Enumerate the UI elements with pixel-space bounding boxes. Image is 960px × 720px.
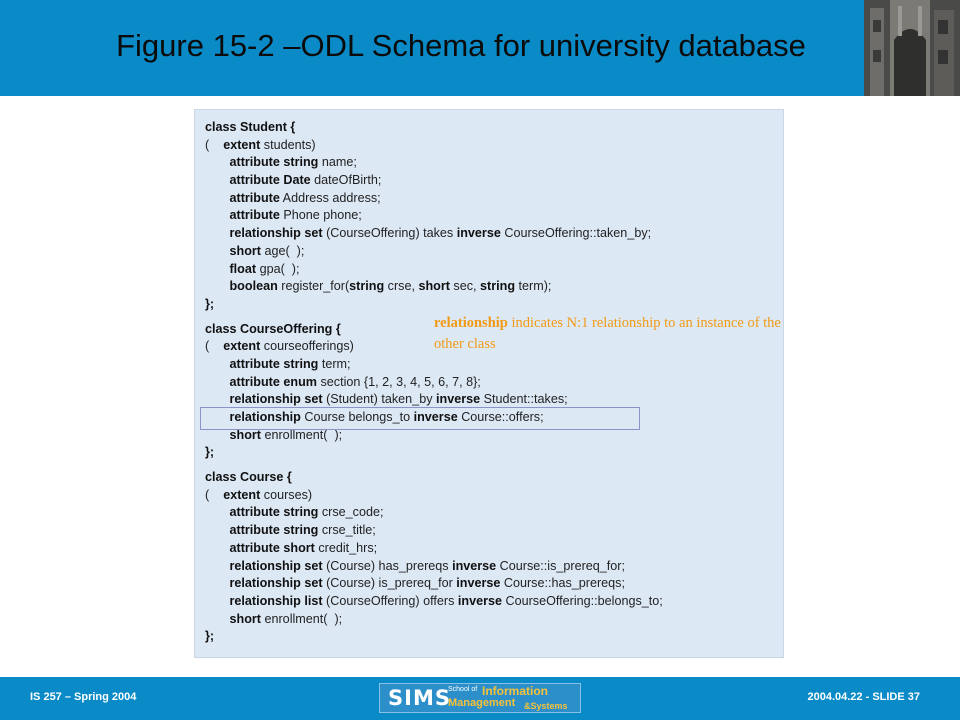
code-line	[205, 628, 663, 646]
code-line	[205, 558, 663, 576]
logo-school-of: School of	[448, 686, 478, 693]
code-text: (	[205, 487, 210, 502]
slide-header	[0, 0, 960, 96]
logo-sims-text: SIMS	[388, 686, 451, 710]
code-text: Phone phone;	[279, 208, 362, 223]
code-line	[205, 522, 663, 540]
code-line	[205, 137, 663, 155]
code-text: term;	[318, 356, 351, 371]
code-text: crse_code;	[318, 505, 384, 520]
code-keyword: inverse	[456, 576, 501, 591]
code-text: Course::is_prereq_for;	[496, 558, 625, 573]
code-text: Address address;	[279, 190, 381, 205]
code-text: (Student) taken_by	[322, 392, 436, 407]
code-text: credit_hrs;	[314, 540, 378, 555]
code-keyword: inverse	[456, 226, 501, 241]
code-text: term);	[515, 279, 552, 294]
code-text: section {1, 2, 3, 4, 5, 6, 7, 8};	[316, 374, 481, 389]
annotation-note	[434, 313, 784, 355]
code-line	[205, 225, 663, 243]
code-keyword: relationship set	[205, 558, 323, 573]
code-text: Student::takes;	[480, 392, 568, 407]
code-keyword: short	[418, 279, 450, 294]
code-keyword: relationship	[205, 410, 301, 424]
code-keyword: short	[205, 427, 261, 442]
code-text: crse_title;	[318, 523, 376, 538]
code-line	[205, 207, 663, 225]
code-keyword: Course {	[236, 470, 292, 485]
code-text: register_for(	[277, 279, 350, 294]
code-text: crse,	[384, 279, 419, 294]
code-keyword: class	[205, 470, 237, 485]
logo-information: Information	[482, 684, 548, 698]
course-label: IS 257 – Spring 2004	[30, 691, 137, 703]
code-keyword: relationship list	[205, 593, 323, 608]
code-line	[205, 575, 663, 593]
logo-systems: &Systems	[524, 701, 568, 711]
code-keyword: short	[205, 611, 261, 626]
code-keyword: inverse	[457, 593, 502, 608]
highlight-box	[200, 407, 640, 430]
code-keyword: attribute string	[205, 155, 319, 170]
code-keyword: inverse	[452, 558, 497, 573]
code-keyword: extent	[209, 137, 261, 152]
code-text: enrollment( );	[260, 611, 343, 626]
building-photo	[864, 0, 960, 96]
code-text: (Course) has_prereqs	[322, 558, 453, 573]
code-text: courses)	[260, 487, 313, 502]
code-gap	[205, 462, 663, 469]
code-keyword: Student {	[236, 120, 296, 134]
annotation-text: indicates N:1 relationship to an instance of the other class	[434, 315, 781, 352]
code-line	[205, 504, 663, 522]
code-keyword: relationship set	[205, 576, 323, 591]
code-keyword: relationship set	[205, 226, 323, 241]
code-keyword: attribute enum	[205, 374, 317, 389]
annotation-keyword: relationship	[434, 315, 508, 331]
code-text: name;	[318, 155, 357, 170]
code-keyword: attribute string	[205, 356, 319, 371]
code-line	[205, 154, 663, 172]
code-text: (CourseOffering) takes	[322, 226, 457, 241]
code-text: dateOfBirth;	[310, 173, 382, 188]
sims-logo	[379, 683, 581, 713]
code-keyword: };	[205, 445, 215, 460]
code-line	[205, 296, 663, 314]
code-text: gpa( );	[256, 261, 300, 276]
code-keyword: attribute string	[205, 505, 319, 520]
code-keyword: relationship set	[205, 392, 323, 407]
code-keyword: attribute Date	[205, 173, 311, 188]
code-keyword: class	[205, 321, 237, 336]
code-line	[205, 356, 663, 374]
code-keyword: extent	[209, 339, 261, 354]
slide-footer	[0, 677, 960, 720]
code-keyword: string	[349, 279, 385, 294]
code-line	[205, 487, 663, 505]
code-line	[205, 540, 663, 558]
code-keyword: };	[205, 629, 215, 644]
code-line	[205, 261, 663, 279]
code-line	[205, 611, 663, 629]
code-keyword: attribute short	[205, 540, 315, 555]
slide-title: Figure 15-2 –ODL Schema for university database	[116, 28, 806, 63]
code-keyword: class	[205, 120, 237, 134]
odl-code-panel	[194, 109, 784, 658]
code-line	[205, 278, 663, 296]
code-line	[205, 374, 663, 392]
code-text: courseofferings)	[260, 339, 354, 354]
building-photo-graphic	[864, 0, 960, 96]
code-keyword: short	[205, 243, 261, 258]
code-text: (	[205, 137, 210, 152]
code-text: Course::offers;	[457, 410, 544, 424]
code-keyword: attribute string	[205, 523, 319, 538]
code-line	[205, 119, 663, 137]
code-text: Course::has_prereqs;	[500, 576, 625, 591]
code-text: (	[205, 339, 210, 354]
code-keyword: float	[205, 261, 257, 276]
code-text: sec,	[449, 279, 481, 294]
code-keyword: attribute	[205, 208, 280, 223]
code-text: (Course) is_prereq_for	[322, 576, 457, 591]
code-keyword: extent	[209, 487, 261, 502]
code-text: age( );	[260, 243, 305, 258]
slide-number: 2004.04.22 - SLIDE 37	[807, 691, 920, 703]
logo-management: Management	[448, 697, 516, 709]
code-line	[205, 469, 663, 487]
code-text: (CourseOffering) offers	[322, 593, 458, 608]
code-text: students)	[260, 137, 316, 152]
code-line	[205, 444, 663, 462]
code-keyword: attribute	[205, 190, 280, 205]
code-line	[205, 190, 663, 208]
code-keyword: string	[480, 279, 516, 294]
code-text: Course belongs_to	[300, 410, 414, 424]
code-keyword: inverse	[436, 392, 481, 407]
code-text: enrollment( );	[260, 427, 343, 442]
code-keyword: CourseOffering {	[236, 321, 341, 336]
code-text: CourseOffering::belongs_to;	[502, 593, 663, 608]
code-line	[205, 172, 663, 190]
odl-code-listing	[205, 119, 663, 646]
code-line	[205, 243, 663, 261]
code-keyword: boolean	[205, 279, 278, 294]
code-keyword: inverse	[413, 410, 458, 424]
code-line	[205, 593, 663, 611]
code-text: CourseOffering::taken_by;	[500, 226, 652, 241]
code-keyword: };	[205, 296, 215, 311]
